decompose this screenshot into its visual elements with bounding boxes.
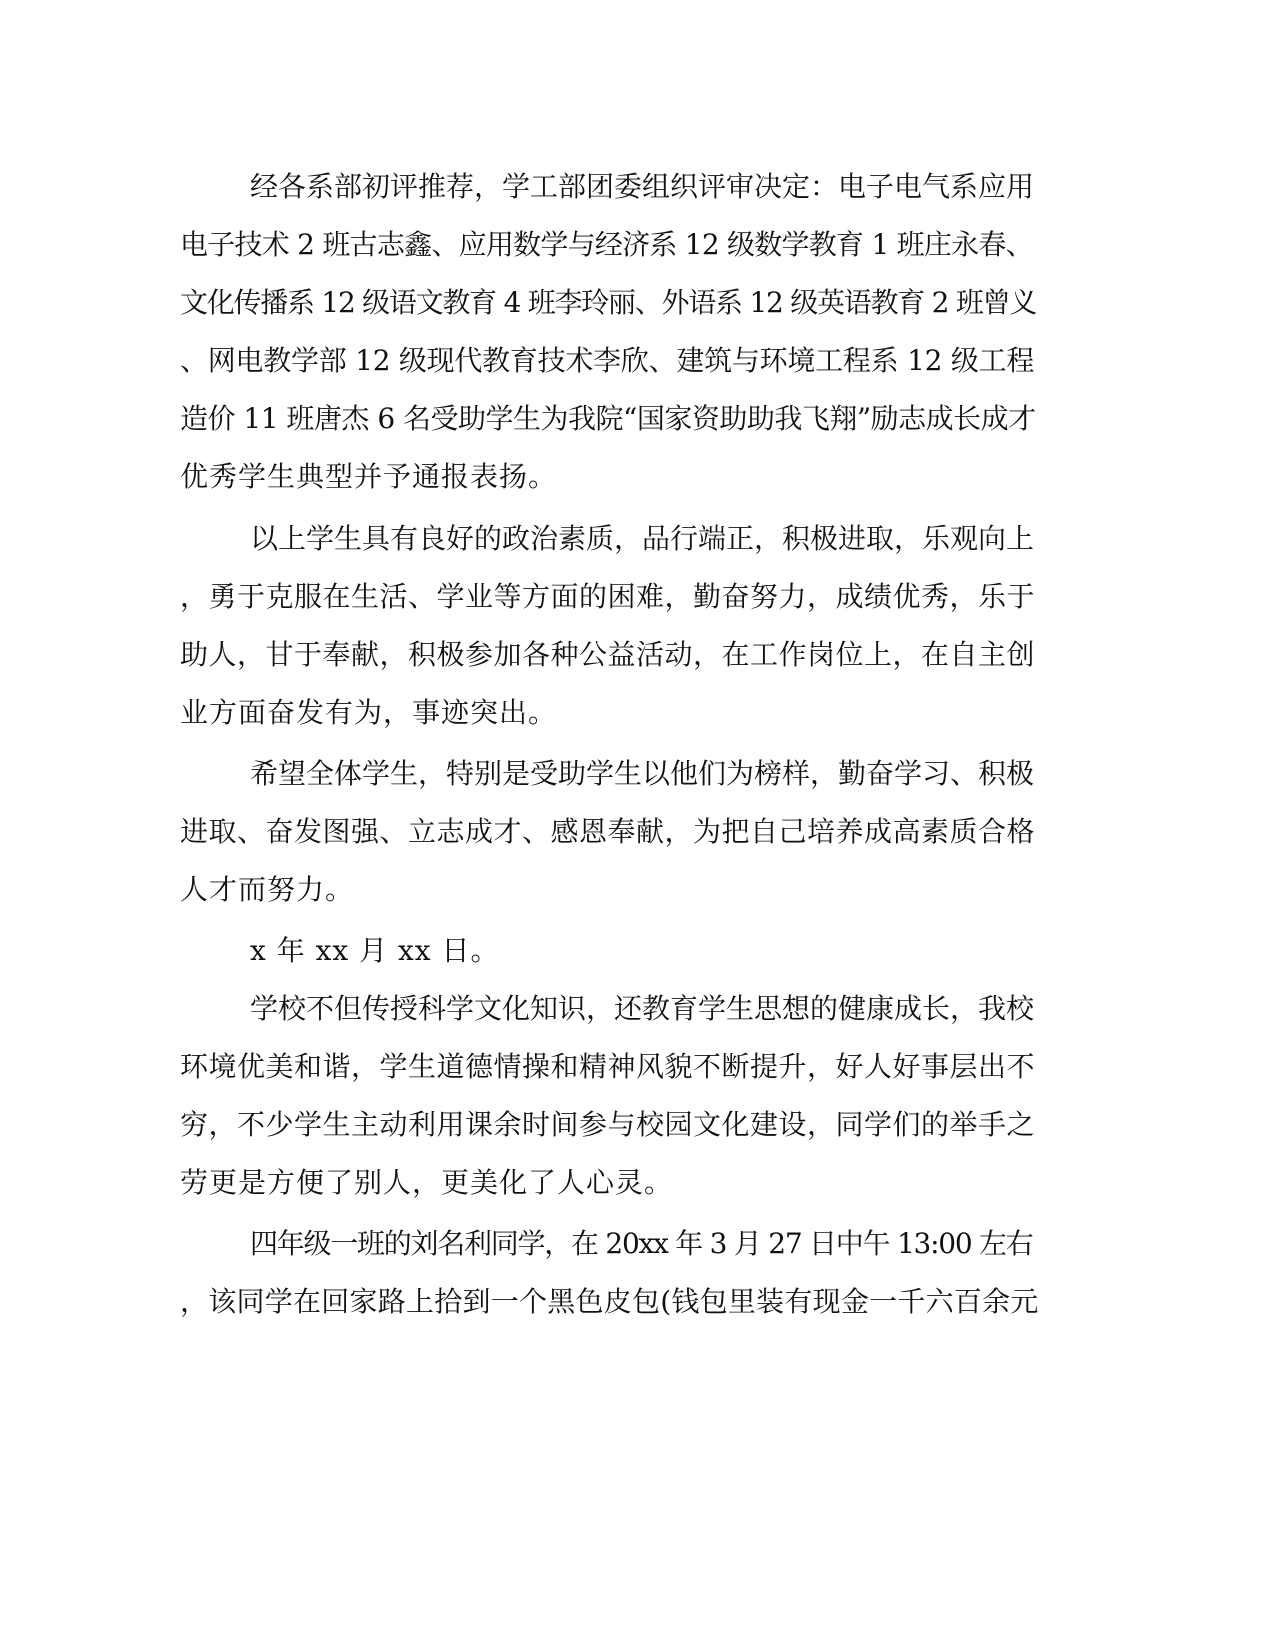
text-line: 助人，甘于奉献，积极参加各种公益活动，在工作岗位上，在自主创 — [180, 638, 1036, 671]
text-line: 四年级一班的刘名利同学，在 20xx 年 3 月 27 日中午 13:00 左右 — [250, 1227, 1033, 1260]
text-line: 进取、奋发图强、立志成才、感恩奉献，为把自己培养成高素质合格 — [180, 815, 1036, 848]
text-line: 经各系部初评推荐，学工部团委组织评审决定：电子电气系应用 — [250, 170, 1035, 203]
text-line: 希望全体学生，特别是受助学生以他们为榜样，勤奋学习、积极 — [250, 757, 1035, 790]
text-line: 环境优美和谐，学生道德情操和精神风貌不断提升，好人好事层出不 — [180, 1050, 1036, 1083]
text-line: 学校不但传授科学文化知识，还教育学生思想的健康成长，我校 — [250, 992, 1035, 1025]
text-line: 电子技术 2 班古志鑫、应用数学与经济系 12 级数学教育 1 班庄永春、 — [180, 228, 1033, 261]
text-line: 、网电教学部 12 级现代教育技术李欣、建筑与环境工程系 12 级工程 — [180, 344, 1035, 377]
text-line: 业方面奋发有为，事迹突出。 — [180, 696, 558, 729]
text-line: 以上学生具有良好的政治素质，品行端正，积极进取，乐观向上 — [250, 522, 1035, 555]
text-line: 文化传播系 12 级语文教育 4 班李玲丽、外语系 12 级英语教育 2 班曾义 — [180, 286, 1037, 319]
text-line: 穷，不少学生主动利用课余时间参与校园文化建设，同学们的举手之 — [180, 1108, 1036, 1141]
text-line: 优秀学生典型并予通报表扬。 — [180, 460, 558, 493]
text-line: 人才而努力。 — [180, 873, 355, 906]
date-line: x 年 xx 月 xx 日。 — [250, 934, 500, 967]
text-line: 造价 11 班唐杰 6 名受助学生为我院“国家资助助我飞翔”励志成长成才 — [180, 402, 1036, 435]
text-line: 劳更是方便了别人，更美化了人心灵。 — [180, 1166, 674, 1199]
text-line: ，该同学在回家路上拾到一个黑色皮包(钱包里装有现金一千六百余元 — [180, 1285, 1039, 1318]
text-line: ，勇于克服在生活、学业等方面的困难，勤奋努力，成绩优秀，乐于 — [180, 580, 1036, 613]
